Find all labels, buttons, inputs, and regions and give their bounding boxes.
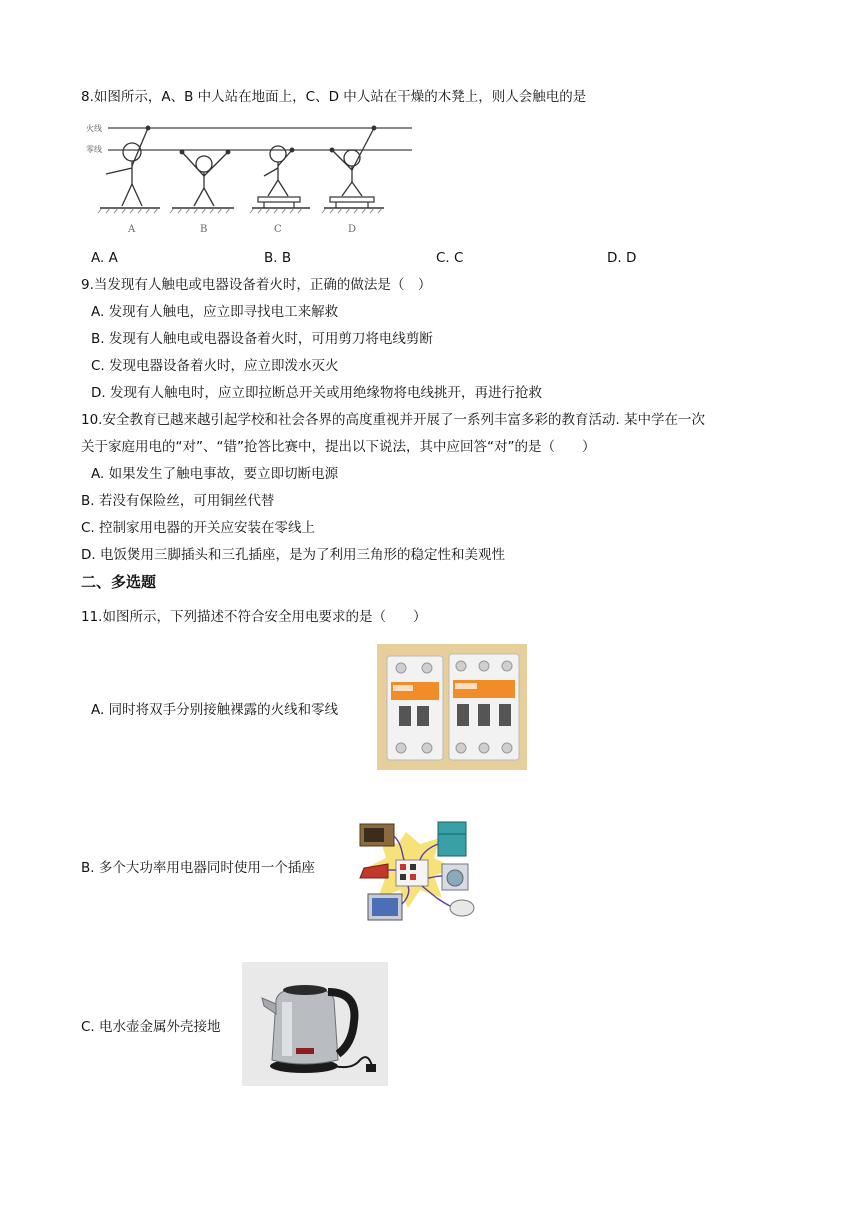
question-10-option-c[interactable]: C. 控制家用电器的开关应安装在零线上 — [81, 520, 316, 536]
breaker-left — [387, 656, 443, 760]
question-11-option-b[interactable]: B. 多个大功率用电器同时使用一个插座 — [81, 860, 315, 876]
question-9-option-a[interactable]: A. 发现有人触电，应立即寻找电工来解救 — [91, 304, 339, 320]
person-c — [264, 146, 294, 196]
person-d — [330, 126, 376, 196]
breaker-right — [449, 654, 519, 760]
stool-c — [258, 197, 300, 208]
circuit-breaker-image — [377, 644, 527, 770]
power-strip — [396, 860, 428, 886]
question-8-option-d[interactable]: D. D — [607, 250, 637, 266]
question-10-stem-line-2: 关于家庭用电的“对”、“错”抢答比赛中，提出以下说法，其中应回答“对”的是（ ） — [81, 439, 596, 455]
person-b — [180, 150, 230, 206]
question-10-stem-line-1: 10.安全教育已越来越引起学校和社会各界的高度重视并开展了一系列丰富多彩的教育活动. 某中学在一次 — [81, 412, 706, 428]
figure-label-a: A — [128, 224, 136, 235]
question-10-option-a[interactable]: A. 如果发生了触电事故，要立即切断电源 — [91, 466, 339, 482]
question-8-option-a[interactable]: A. A — [91, 250, 118, 266]
question-8-option-b[interactable]: B. B — [264, 250, 292, 266]
figure-label-c: C — [274, 224, 282, 235]
figure-label-d: D — [348, 224, 357, 235]
person-a — [106, 126, 150, 206]
question-8-option-c[interactable]: C. C — [436, 250, 464, 266]
question-8-circuit-figure — [82, 112, 422, 242]
question-9-option-d[interactable]: D. 发现有人触电时，应立即拉断总开关或用绝缘物将电线挑开，再进行抢救 — [91, 385, 542, 401]
figure-label-b: B — [200, 224, 208, 235]
question-11-stem: 11.如图所示，下列描述不符合安全用电要求的是（ ） — [81, 609, 427, 625]
live-wire-label: 火线 — [86, 124, 102, 133]
section-heading: 二、多选题 — [81, 573, 157, 591]
question-10-option-d[interactable]: D. 电饭煲用三脚插头和三孔插座，是为了利用三角形的稳定性和美观性 — [81, 547, 505, 563]
fridge — [438, 822, 466, 856]
neutral-wire-label: 零线 — [86, 145, 102, 154]
question-11-option-a[interactable]: A. 同时将双手分别接触裸露的火线和零线 — [91, 702, 339, 718]
overloaded-socket-image — [342, 804, 480, 932]
question-8-stem: 8.如图所示，A、B 中人站在地面上，C、D 中人站在干燥的木凳上，则人会触电的是 — [81, 89, 587, 105]
rice-cooker — [450, 900, 474, 916]
question-11-option-c[interactable]: C. 电水壶金属外壳接地 — [81, 1019, 221, 1035]
question-10-option-b[interactable]: B. 若没有保险丝，可用铜丝代替 — [81, 493, 275, 509]
electric-kettle-image — [242, 962, 388, 1086]
question-9-stem: 9.当发现有人触电或电器设备着火时，正确的做法是（ ） — [81, 277, 432, 293]
question-9-option-c[interactable]: C. 发现电器设备着火时，应立即泼水灭火 — [91, 358, 339, 374]
stool-d — [330, 197, 374, 208]
question-9-option-b[interactable]: B. 发现有人触电或电器设备着火时，可用剪刀将电线剪断 — [91, 331, 433, 347]
